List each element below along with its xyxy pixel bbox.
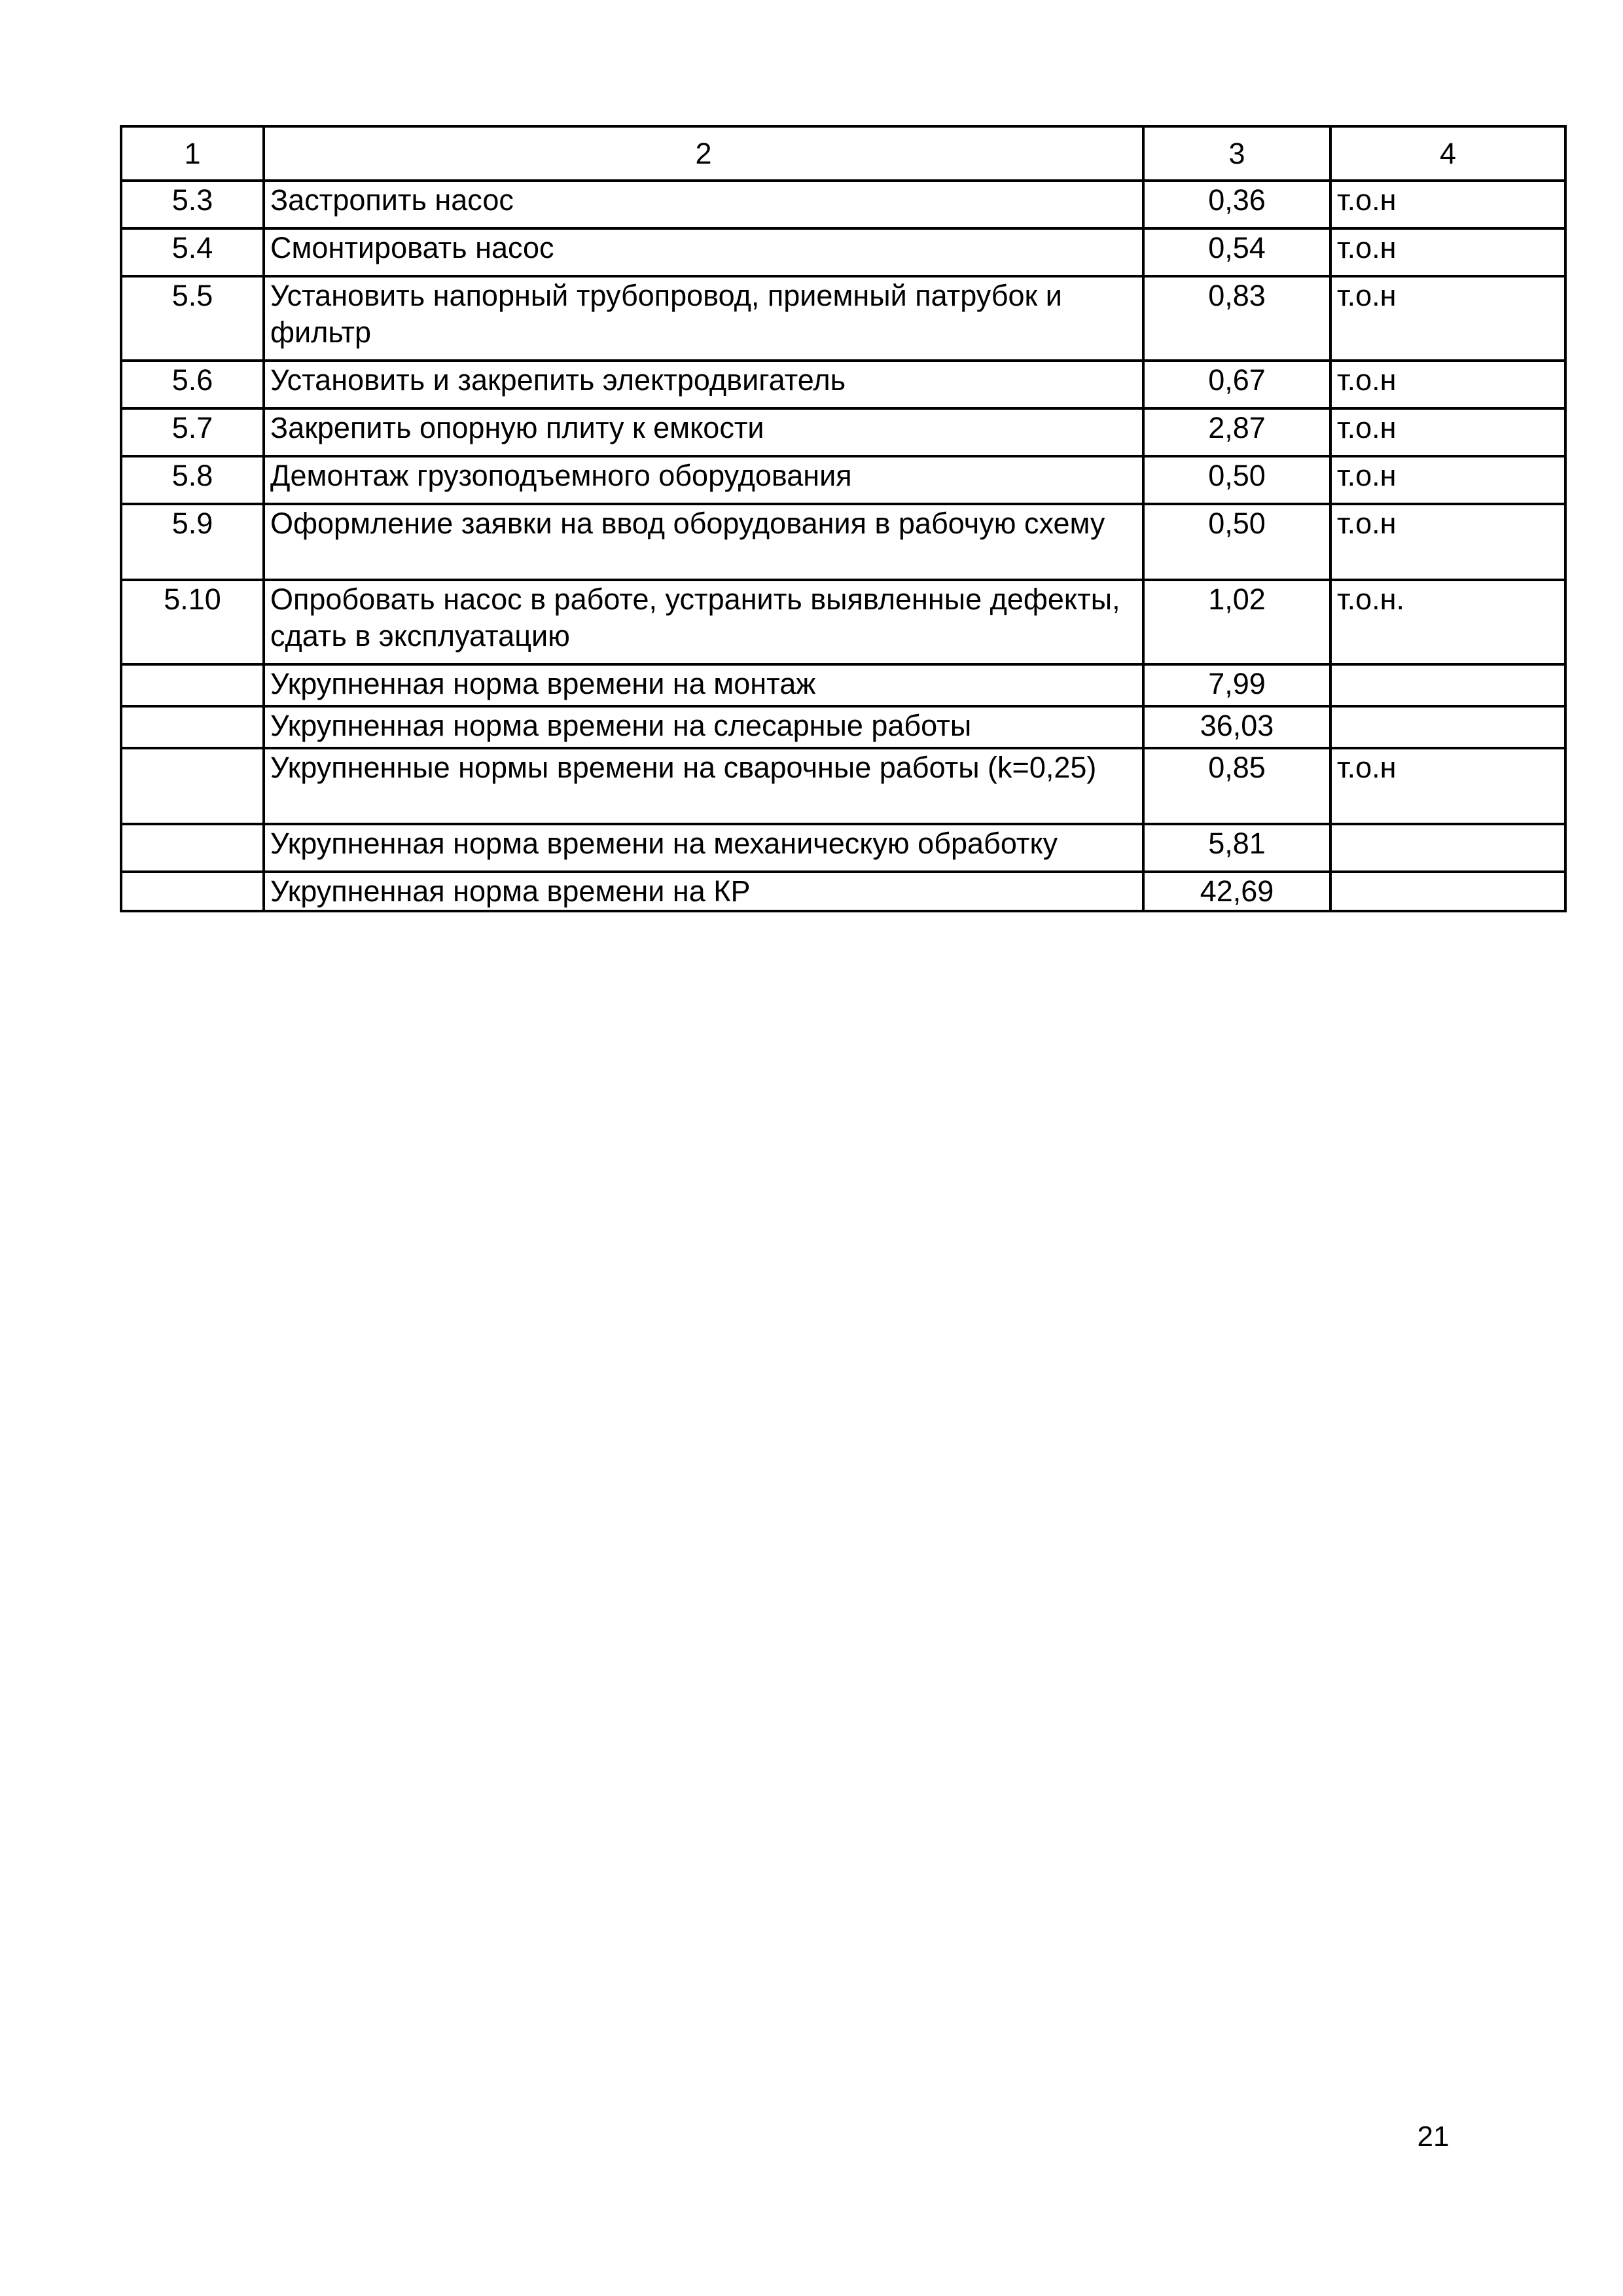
row-unit: т.о.н (1330, 456, 1565, 504)
row-value: 1,02 (1143, 580, 1330, 664)
row-unit: т.о.н. (1330, 580, 1565, 664)
row-number: 5.8 (121, 456, 264, 504)
header-cell-4: 4 (1330, 126, 1565, 181)
row-value: 0,67 (1143, 361, 1330, 408)
row-value: 0,83 (1143, 276, 1330, 361)
row-value: 2,87 (1143, 408, 1330, 456)
row-number: 5.10 (121, 580, 264, 664)
table-row (121, 748, 1565, 824)
row-number (121, 872, 264, 911)
row-number (121, 824, 264, 872)
row-number: 5.5 (121, 276, 264, 361)
row-description: Укрупненные нормы времени на сварочные работы (k=0,25) (264, 748, 1143, 824)
row-number (121, 706, 264, 748)
row-value: 0,36 (1143, 181, 1330, 228)
row-unit: т.о.н (1330, 408, 1565, 456)
row-description: Установить напорный трубопровод, приемный патрубок и фильтр (264, 276, 1143, 361)
table-row (121, 361, 1565, 408)
row-description: Смонтировать насос (264, 228, 1143, 276)
time-norms-table (120, 125, 1567, 912)
row-value: 0,85 (1143, 748, 1330, 824)
table-row (121, 276, 1565, 361)
row-value: 5,81 (1143, 824, 1330, 872)
row-unit: т.о.н (1330, 748, 1565, 824)
row-number: 5.7 (121, 408, 264, 456)
row-value: 0,54 (1143, 228, 1330, 276)
header-cell-2: 2 (264, 126, 1143, 181)
table-row (121, 580, 1565, 664)
row-number: 5.3 (121, 181, 264, 228)
header-cell-3: 3 (1143, 126, 1330, 181)
row-unit: т.о.н (1330, 361, 1565, 408)
header-cell-1: 1 (121, 126, 264, 181)
row-number: 5.6 (121, 361, 264, 408)
row-unit (1330, 824, 1565, 872)
row-description: Укрупненная норма времени на слесарные работы (264, 706, 1143, 748)
table-row (121, 824, 1565, 872)
table-row (121, 664, 1565, 706)
row-number (121, 748, 264, 824)
row-number (121, 664, 264, 706)
row-description: Установить и закрепить электродвигатель (264, 361, 1143, 408)
table-header-row (121, 126, 1565, 181)
table-row (121, 181, 1565, 228)
row-value: 42,69 (1143, 872, 1330, 911)
row-description: Укрупненная норма времени на монтаж (264, 664, 1143, 706)
row-description: Укрупненная норма времени на КР (264, 872, 1143, 911)
row-unit: т.о.н (1330, 228, 1565, 276)
row-unit (1330, 706, 1565, 748)
table-row (121, 408, 1565, 456)
row-unit (1330, 872, 1565, 911)
row-description: Застропить насос (264, 181, 1143, 228)
row-description: Демонтаж грузоподъемного оборудования (264, 456, 1143, 504)
row-description: Укрупненная норма времени на механическую обработку (264, 824, 1143, 872)
row-value: 0,50 (1143, 504, 1330, 580)
row-unit: т.о.н (1330, 276, 1565, 361)
row-description: Оформление заявки на ввод оборудования в рабочую схему (264, 504, 1143, 580)
row-unit (1330, 664, 1565, 706)
row-unit: т.о.н (1330, 181, 1565, 228)
row-description: Закрепить опорную плиту к емкости (264, 408, 1143, 456)
row-number: 5.4 (121, 228, 264, 276)
row-value: 0,50 (1143, 456, 1330, 504)
table-row (121, 706, 1565, 748)
row-value: 7,99 (1143, 664, 1330, 706)
table-row (121, 872, 1565, 911)
row-number: 5.9 (121, 504, 264, 580)
table-row (121, 228, 1565, 276)
row-description: Опробовать насос в работе, устранить выявленные дефекты, сдать в эксплуатацию (264, 580, 1143, 664)
row-unit: т.о.н (1330, 504, 1565, 580)
table-row (121, 504, 1565, 580)
table-row (121, 456, 1565, 504)
page-number: 21 (1417, 2121, 1450, 2153)
row-value: 36,03 (1143, 706, 1330, 748)
